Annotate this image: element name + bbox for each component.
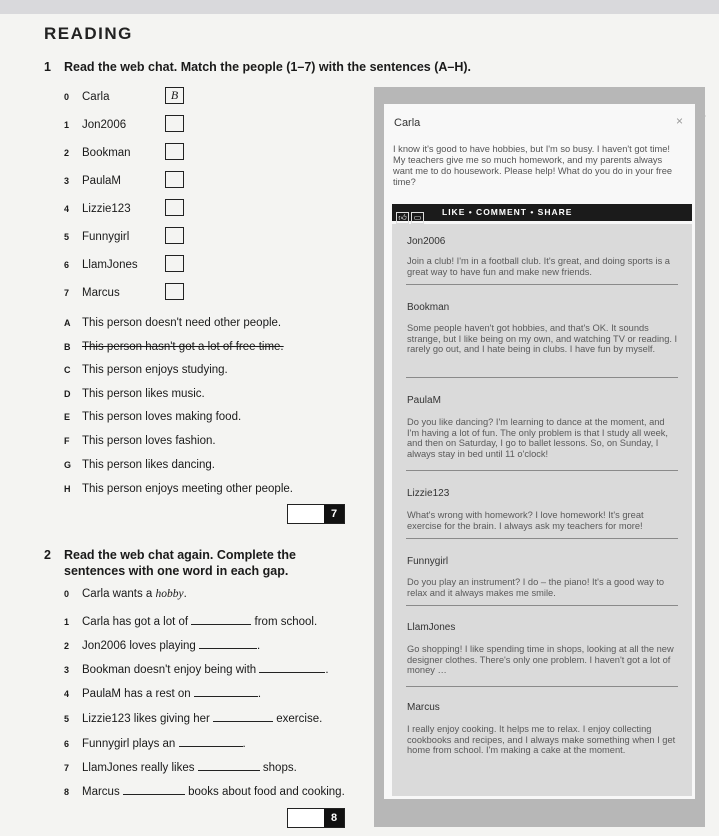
reply-text: Do you like dancing? I'm learning to dance at the moment, and I'm having a lot of fun. The only problem is that I study all week, and then on Saturday, I go to ballet lessons. So, on Sunday, I always stay in bed until 11 o'clock! <box>407 417 669 459</box>
gap-row: 3 Bookman doesn't enjoy being with . <box>64 664 329 676</box>
gap-input[interactable] <box>198 760 260 771</box>
reply-author: Jon2006 <box>407 236 446 247</box>
original-post-text: I know it's good to have hobbies, but I'm so busy. I haven't got time! My teachers give me so much homework, and my parents always want me to do housework. Please help! What do you do in your free time? <box>393 144 673 187</box>
reply-author: Lizzie123 <box>407 488 450 499</box>
like-comment-share-bar[interactable] <box>392 204 692 221</box>
exercise-1-title: 1 Read the web chat. Match the people (1–7) with the sentences (A–H). <box>44 60 472 74</box>
person-row: 3 PaulaM <box>64 175 121 187</box>
top-bar <box>0 0 719 14</box>
reply-author: Bookman <box>407 302 450 313</box>
reply-text: Go shopping! I like spending time in shops, looking at all the new designer clothes. There's only one problem. I haven't got a lot of money … <box>407 644 674 675</box>
gap-row: 7 LlamJones really likes shops. <box>64 762 297 774</box>
gap-row: 5 Lizzie123 likes giving her exercise. <box>64 713 323 725</box>
person-row: 4 Lizzie123 <box>64 203 131 215</box>
reply-text: What's wrong with homework? I love homework! It's great exercise for the brain. I always ask my teachers for more! <box>407 510 644 531</box>
person-row: 1 Jon2006 <box>64 119 127 131</box>
reply-author: LlamJones <box>407 622 456 633</box>
reply-text: Some people haven't got hobbies, and that's OK. It sounds strange, but I like being on my own, and watching TV or reading. I rarely go out, and I hate being in clubs. I have fun by myself. <box>407 323 678 354</box>
comment-icon[interactable]: ▭ <box>411 212 424 224</box>
sentence-row: D This person likes music. <box>64 388 205 400</box>
example-answer: hobby <box>155 588 184 600</box>
section-heading: READING <box>44 24 133 43</box>
reply-divider <box>406 538 678 539</box>
answer-box[interactable] <box>165 171 184 188</box>
reply-text: I really enjoy cooking. It helps me to relax. I enjoy collecting cookbooks and recipes, and I always make something when I get home from school. I'm making a cake at the moment. <box>407 724 676 755</box>
exercise-2-title-line2: sentences with one word in each gap. <box>64 564 289 578</box>
gap-row: 8 Marcus books about food and cooking. <box>64 786 345 798</box>
reply-text: Do you play an instrument? I do – the piano! It's a good way to relax and it always makes me smile. <box>407 577 665 598</box>
answer-box[interactable] <box>165 283 184 300</box>
answer-box[interactable] <box>165 199 184 216</box>
thumbs-up-icon[interactable]: 👍︎ <box>396 212 409 224</box>
gap-input[interactable] <box>199 638 257 649</box>
sentence-row: G This person likes dancing. <box>64 459 215 471</box>
sentence-row: F This person loves fashion. <box>64 435 216 447</box>
person-row: 2 Bookman <box>64 147 131 159</box>
answer-box[interactable] <box>165 143 184 160</box>
sentence-row: C This person enjoys studying. <box>64 364 228 376</box>
gap-input[interactable] <box>213 711 273 722</box>
answer-box[interactable]: B <box>165 87 184 104</box>
gap-input[interactable] <box>191 614 251 625</box>
sentence-row: B This person hasn't got a lot of free time. <box>64 341 284 353</box>
reply-divider <box>406 377 678 378</box>
person-row: 5 Funnygirl <box>64 231 130 243</box>
gap-input[interactable] <box>179 736 243 747</box>
answer-box[interactable] <box>165 255 184 272</box>
reply-author: Funnygirl <box>407 556 449 567</box>
reply-author: Marcus <box>407 702 440 713</box>
gap-input[interactable] <box>123 784 185 795</box>
close-icon[interactable]: × <box>676 114 684 128</box>
person-row: 7 Marcus <box>64 287 120 299</box>
gap-row: 4 PaulaM has a rest on . <box>64 688 262 700</box>
gap-row: 6 Funnygirl plays an . <box>64 738 246 750</box>
person-row: 6 LlamJones <box>64 259 138 271</box>
score-box-ex1: 7 <box>287 504 345 524</box>
gap-row: 2 Jon2006 loves playing . <box>64 640 261 652</box>
like-comment-share-label[interactable]: LIKE • COMMENT • SHARE <box>442 207 573 217</box>
gap-input[interactable] <box>259 662 325 673</box>
reply-divider <box>406 686 678 687</box>
sentence-row: E This person loves making food. <box>64 411 242 423</box>
reply-divider <box>406 470 678 471</box>
exercise-2-title: 2 Read the web chat again. Complete the <box>44 548 296 562</box>
reply-author: PaulaM <box>407 395 441 406</box>
reply-divider <box>406 605 678 606</box>
reply-divider <box>406 284 678 285</box>
sentence-row: A This person doesn't need other people. <box>64 317 282 329</box>
score-box-ex2: 8 <box>287 808 345 828</box>
gap-input[interactable] <box>194 686 258 697</box>
gap-row: 1 Carla has got a lot of from school. <box>64 616 318 628</box>
sentence-row: H This person enjoys meeting other people. <box>64 483 293 495</box>
example-row: 0 Carla wants a hobby. <box>64 588 187 600</box>
person-row: 0 Carla <box>64 91 110 103</box>
answer-box[interactable] <box>165 115 184 132</box>
reply-text: Join a club! I'm in a football club. It's great, and doing sports is a great way to have fun and make new friends. <box>407 256 670 277</box>
answer-box[interactable] <box>165 227 184 244</box>
original-post-author: Carla <box>394 117 421 129</box>
